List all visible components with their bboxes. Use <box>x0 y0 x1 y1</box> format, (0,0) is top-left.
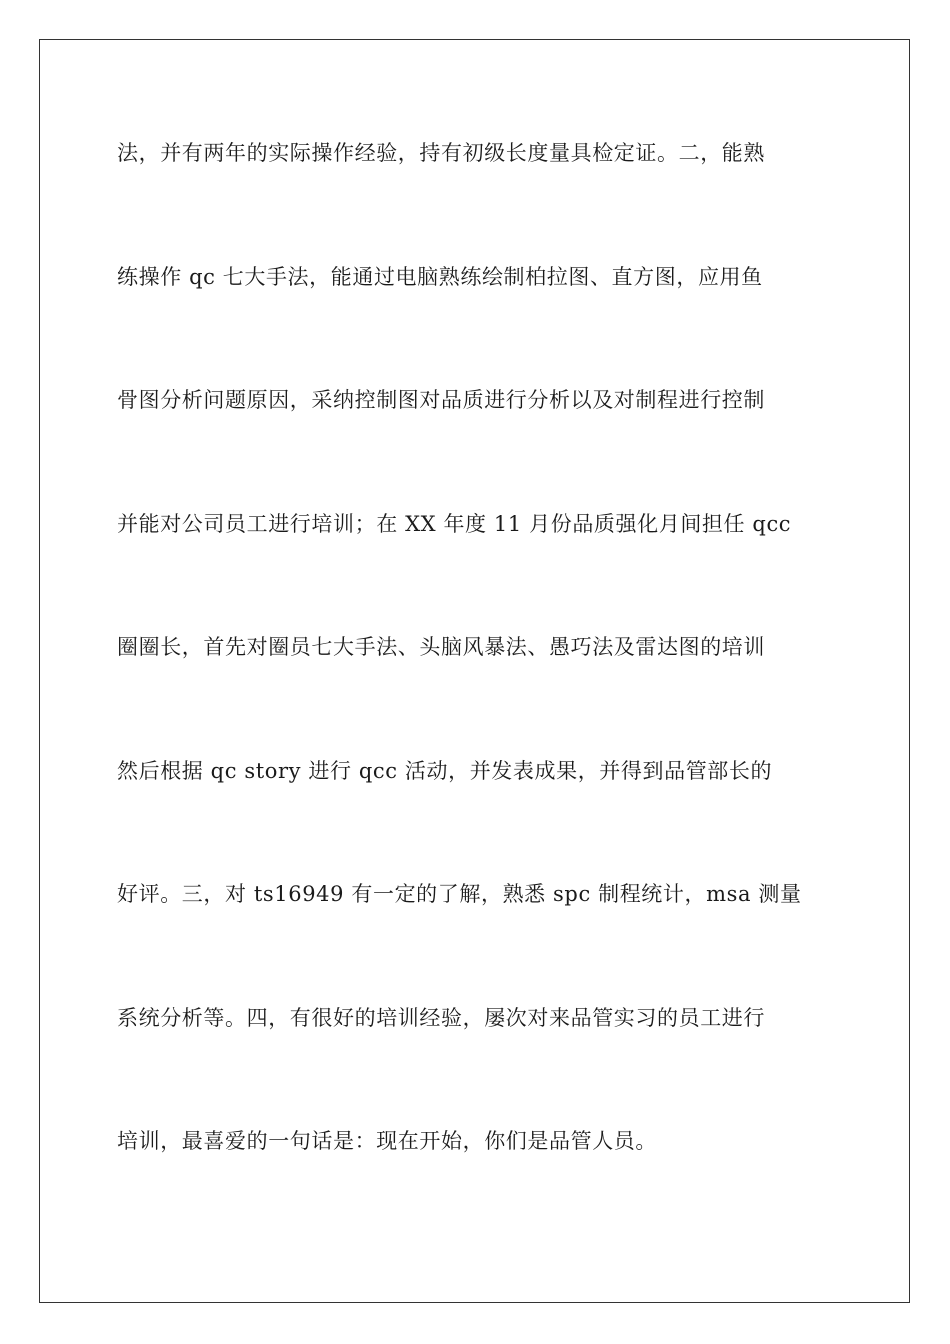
text-line-3: 骨图分析问题原因，采纳控制图对品质进行分析以及对制程进行控制 <box>117 388 765 412</box>
document-body <box>117 127 837 1239</box>
text-line-8: 系统分析等。四，有很好的培训经验，屡次对来品管实习的员工进行 <box>117 1005 765 1030</box>
text-line-6: 然后根据 qc story 进行 qcc 活动，并发表成果，并得到品管部长的 <box>117 758 773 783</box>
text-line-4: 并能对公司员工进行培训；在 XX 年度 11 月份品质强化月间担任 qcc <box>117 511 792 536</box>
text-line-9: 培训，最喜爱的一句话是：现在开始，你们是品管人员。 <box>117 1129 657 1153</box>
text-line-1: 法，并有两年的实际操作经验，持有初级长度量具检定证。二，能熟 <box>117 141 765 165</box>
text-line-2: 练操作 qc 七大手法，能通过电脑熟练绘制柏拉图、直方图，应用鱼 <box>117 264 763 289</box>
text-line-5: 圈圈长，首先对圈员七大手法、头脑风暴法、愚巧法及雷达图的培训 <box>117 635 765 659</box>
text-line-7: 好评。三，对 ts16949 有一定的了解，熟悉 spc 制程统计，msa 测量 <box>117 882 802 906</box>
